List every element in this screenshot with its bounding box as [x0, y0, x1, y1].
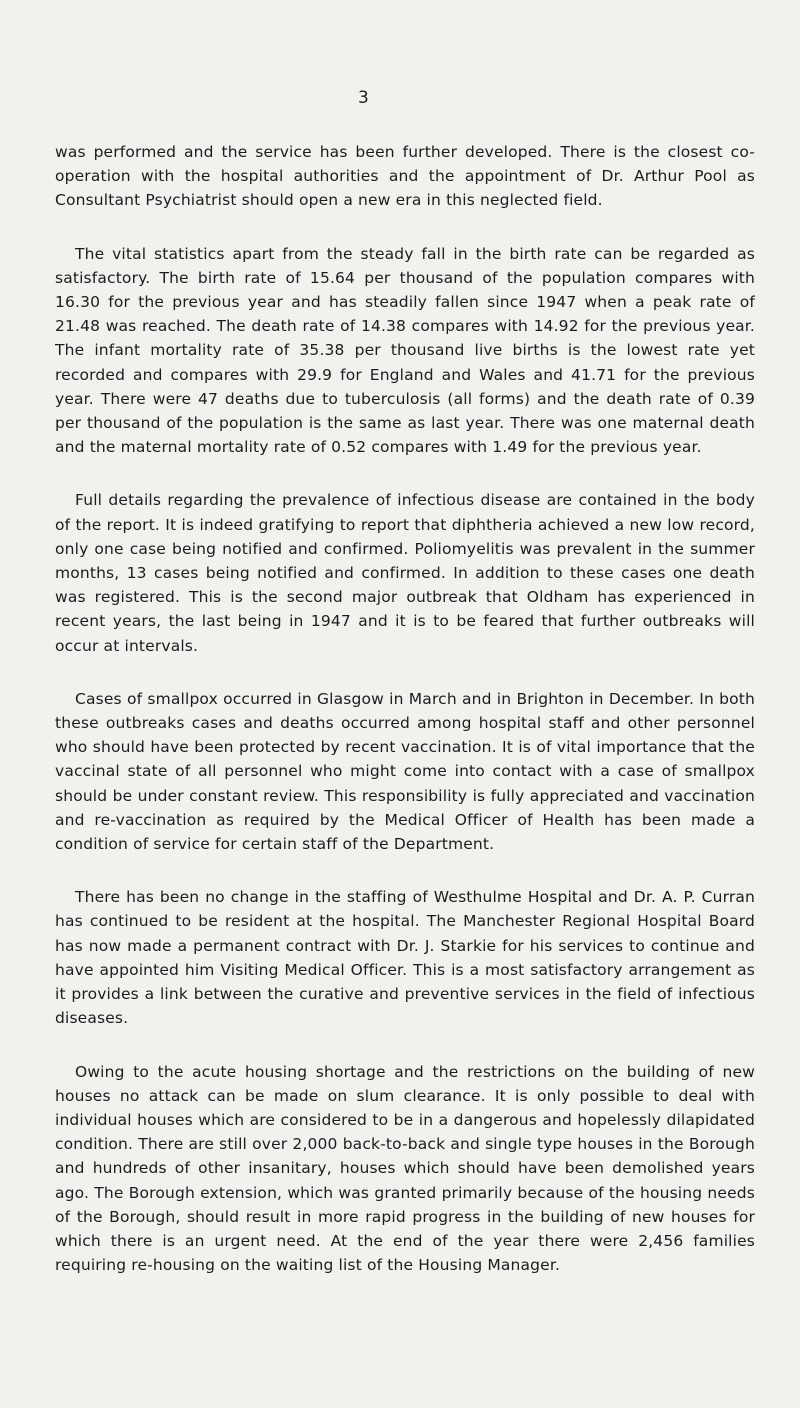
- body-text: [55, 140, 755, 1306]
- paragraph-smallpox: Cases of smallpox occurred in Glasgow in March and in Brighton in December. In both these outbreaks cases and deaths occurred among hospital staff and other personnel who should have been protected by recent vaccination. It is of vital importance that the vaccinal state of all personnel who might come into contact with a case of smallpox should be under constant review. This responsibility is fully appreciated and vaccination and re-vaccination as required by the Medical Officer of Health has been made a condition of service for certain staff of the Department.: [55, 689, 755, 854]
- paragraph-infectious-disease: Full details regarding the prevalence of infectious disease are contained in the body of the report. It is indeed gratifying to report that diphtheria achieved a new low record, only one case being notified and confirmed. Poliomyelitis was prevalent in the summer months, 13 cases being notified and confirmed. In addition to these cases one death was registered. This is the second major outbreak that Oldham has experienced in recent years, the last being in 1947 and it is to be feared that further outbreaks will occur at intervals.: [55, 491, 755, 655]
- page-number: 3: [358, 88, 370, 108]
- paragraph-continuation: was performed and the service has been further developed. There is the closest co-operation with the hospital authorities and the appointment of Dr. Arthur Pool as Consultant Psychiatrist should open a new era in this neglected field.: [55, 143, 755, 210]
- paragraph-housing: Owing to the acute housing shortage and the restrictions on the building of new houses no attack can be made on slum clearance. It is only possible to deal with individual houses which are considered to be in a dangerous and hopelessly dilapidated condition. There are still over 2,000 back-to-back and single type houses in the Borough and hundreds of other insanitary, houses which should have been demolished years ago. The Borough extension, which was granted primarily because of the housing needs of the Borough, should result in more rapid progress in the building of new houses for which there is an urgent need. At the end of the year there were 2,456 families requiring re-housing on the waiting list of the Housing Manager.: [55, 1062, 755, 1275]
- paragraph-westhulme-hospital: There has been no change in the staffing of Westhulme Hospital and Dr. A. P. Curran has continued to be resident at the hospital. The Manchester Regional Hospital Board has now made a permanent contract with Dr. J. Starkie for his services to continue and have appointed him Visiting Medical Officer. This is a most satisfactory arrangement as it provides a link between the curative and preventive services in the field of infectious diseases.: [55, 888, 755, 1028]
- paragraph-vital-statistics: The vital statistics apart from the steady fall in the birth rate can be regarded as satisfactory. The birth rate of 15.64 per thousand of the population compares with 16.30 for the previous year and has steadily fallen since 1947 when a peak rate of 21.48 was reached. The death rate of 14.38 compares with 14.92 for the previous year. The infant mortality rate of 35.38 per thousand live births is the lowest rate yet recorded and compares with 29.9 for England and Wales and 41.71 for the previous year. There were 47 deaths due to tuberculosis (all forms) and the death rate of 0.39 per thousand of the population is the same as last year. There was one maternal death and the maternal mortality rate of 0.52 compares with 1.49 for the previous year.: [55, 244, 755, 457]
